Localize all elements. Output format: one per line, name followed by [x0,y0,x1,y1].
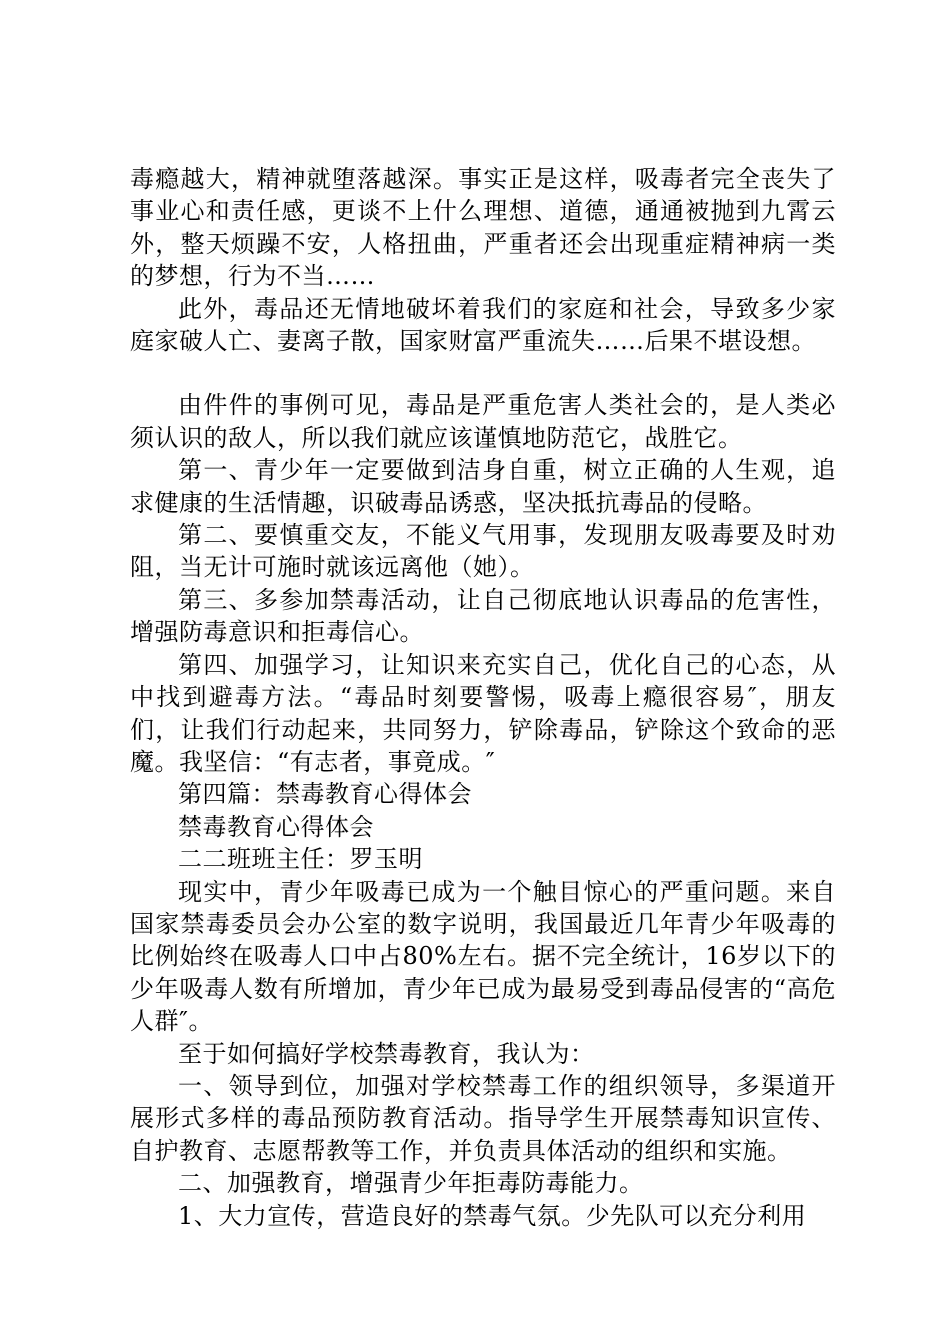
paragraph-conclusion: 由件件的事例可见，毒品是严重危害人类社会的，是人类必须认识的敌人，所以我们就应该谨慎地防范它，战胜它。 [130,391,836,452]
paragraph-addiction-effects: 毒瘾越大，精神就堕落越深。事实正是这样，吸毒者完全丧失了事业心和责任感，更谈不上什么理想、道德，通通被抛到九霄云外，整天烦躁不安，人格扭曲，严重者还会出现重症精神病一类的梦想，行为不当…… [130,165,836,291]
paragraph-family-society: 此外，毒品还无情地破坏着我们的家庭和社会，导致多少家庭家破人亡、妻离子散，国家财富严重流失……后果不堪设想。 [130,294,836,356]
paragraph-point-one: 第一、青少年一定要做到洁身自重，树立正确的人生观，追求健康的生活情趣，识破毒品诱惑，坚决抵抗毒品的侵略。 [130,456,836,517]
document-body [130,163,836,1232]
paragraph-method-two-sub-one: 1、大力宣传，营造良好的禁毒气氛。少先队可以充分利用 [178,1201,807,1230]
section-title: 禁毒教育心得体会 [178,812,374,841]
paragraph-point-four: 第四、加强学习，让知识来充实自己，优化自己的心态，从中找到避毒方法。“毒品时刻要警惕，吸毒上瘾很容易″，朋友们，让我们行动起来，共同努力，铲除毒品，铲除这个致命的恶魔。我坚信：“有志者，事竟成。″ [130,650,836,776]
paragraph-method-one: 一、领导到位，加强对学校禁毒工作的组织领导，多渠道开展形式多样的毒品预防教育活动。指导学生开展禁毒知识宣传、自护教育、志愿帮教等工作，并负责具体活动的组织和实施。 [130,1071,836,1165]
author-line: 二二班班主任：罗玉明 [178,845,423,874]
section-heading: 第四篇：禁毒教育心得体会 [178,780,472,809]
paragraph-intro-methods: 至于如何搞好学校禁毒教育，我认为： [178,1039,595,1068]
paragraph-point-two: 第二、要慎重交友，不能义气用事，发现朋友吸毒要及时劝阻，当无计可施时就该远离他（她）。 [130,521,836,582]
paragraph-method-two: 二、加强教育，增强青少年拒毒防毒能力。 [178,1169,644,1198]
paragraph-statistics: 现实中，青少年吸毒已成为一个触目惊心的严重问题。来自国家禁毒委员会办公室的数字说明，我国最近几年青少年吸毒的比例始终在吸毒人口中占80%左右。据不完全统计，16岁以下的少年吸毒人数有所增加，青少年已成为最易受到毒品侵害的“高危人群″。 [130,877,836,1036]
paragraph-spacer [130,357,836,389]
paragraph-point-three: 第三、多参加禁毒活动，让自己彻底地认识毒品的危害性，增强防毒意识和拒毒信心。 [130,585,836,647]
